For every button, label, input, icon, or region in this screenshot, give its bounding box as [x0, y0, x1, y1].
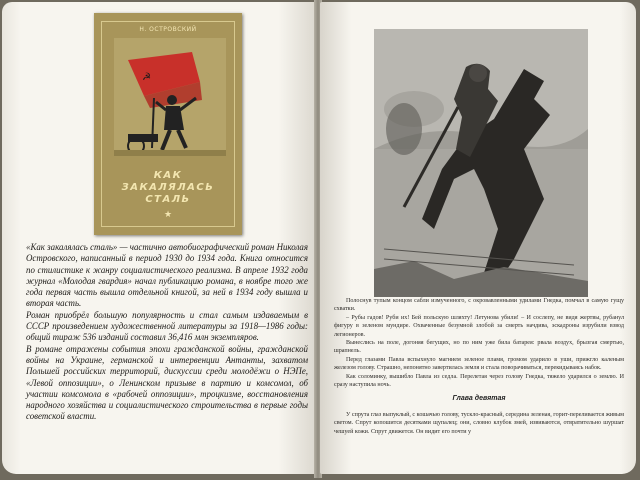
description-paragraph: В романе отражены события эпохи гражданской войны, гражданской войны на Украине, германской и интервенции Антанты, захватом Польшей российских территорий, дискуссии среди молодёжи о НЭПе, «Левой оппозиции», о Ленинском призыве в партию и комсомол, об участии комсомола в «рабочей оппозиции», троцкизме, восстановления народного хозяйства и социалистического строительства в первые годы советской власти. [26, 343, 308, 422]
excerpt-text [334, 297, 624, 436]
right-page [320, 2, 636, 474]
excerpt-paragraph: Перед глазами Павла вспыхнуло магнием зеленое пламя, громом ударило в уши, прижгло каленым железом голову. Страшно, непонятно завертилась земля и стала поворачиваться, перекидываясь набок. [334, 356, 624, 372]
cover-title-line1: КАК [153, 170, 183, 181]
chapter-title: Глава девятая [452, 395, 506, 403]
description-paragraph: Роман приобрёл большую популярность и стал самым издаваемым в СССР произведением художественной литературы за 1918—1986 годы: общий тираж 536 изданий составил 36,416 млн экземпляров. [26, 309, 308, 343]
left-page [2, 2, 316, 474]
book-description [26, 242, 308, 423]
cover-title [102, 170, 234, 206]
cavalry-illustration [374, 29, 588, 297]
excerpt-paragraph: Вынеслись на поле, догоняя бегущих, но по ним уже била батарея: рвала воздух, брызгая смертью, шрапнель. [334, 340, 624, 355]
description-paragraph: «Как закалялась сталь» — частично автобиографический роман Николая Островского, написанный в период 1930 до 1934 года. Книга относится по стилистике к жанру социалистического реализма. В апреле 1932 года журнал «Молодая гвардия» начал публикацию романа, в ноябре того же года первая часть вышла отдельной книгой, за ней в 1934 году вышла и вторая часть. [26, 242, 308, 309]
excerpt-paragraph: Как соломинку, вышибло Павла из седла. Перелетая через голову Гнедка, тяжело ударился о землю. И сразу наступила ночь. [334, 373, 624, 389]
star-icon: ★ [163, 210, 173, 220]
cover-title-line3: СТАЛЬ [145, 194, 191, 205]
cover-author: Н. ОСТРОВСКИЙ [139, 26, 197, 33]
cover-illustration [114, 38, 226, 156]
svg-text:☭: ☭ [142, 72, 151, 83]
book-cover [94, 13, 242, 235]
excerpt-paragraph: – Рубы гадов! Руби их! Бей польскую шляхту! Летунова убили! – И сослепу, не видя жертвы, рубанул фигуру в зеленом мундире. Охваченные безумной злобой за смерть начдива, эскадроны изрубили взвод легионеров. [334, 314, 624, 338]
excerpt-paragraph: У спрута глаз выпуклый, с кошачью голову, тускло-красный, середина зеленая, горит-переливается живым светом. Спрут копошится десятками щупалец; они, словно клубок змей, извиваются, отвратительно шуршат чешуей кожи. Спрут движется. Он видит его почти у [334, 411, 624, 435]
cover-frame [101, 21, 235, 227]
excerpt-paragraph: Полоснув тупым концом сабли измученного, с окровавленными удилами Гнедка, помчал в самую гущу схватки. [334, 298, 624, 313]
cover-title-line2: ЗАКАЛЯЛАСЬ [121, 182, 215, 193]
